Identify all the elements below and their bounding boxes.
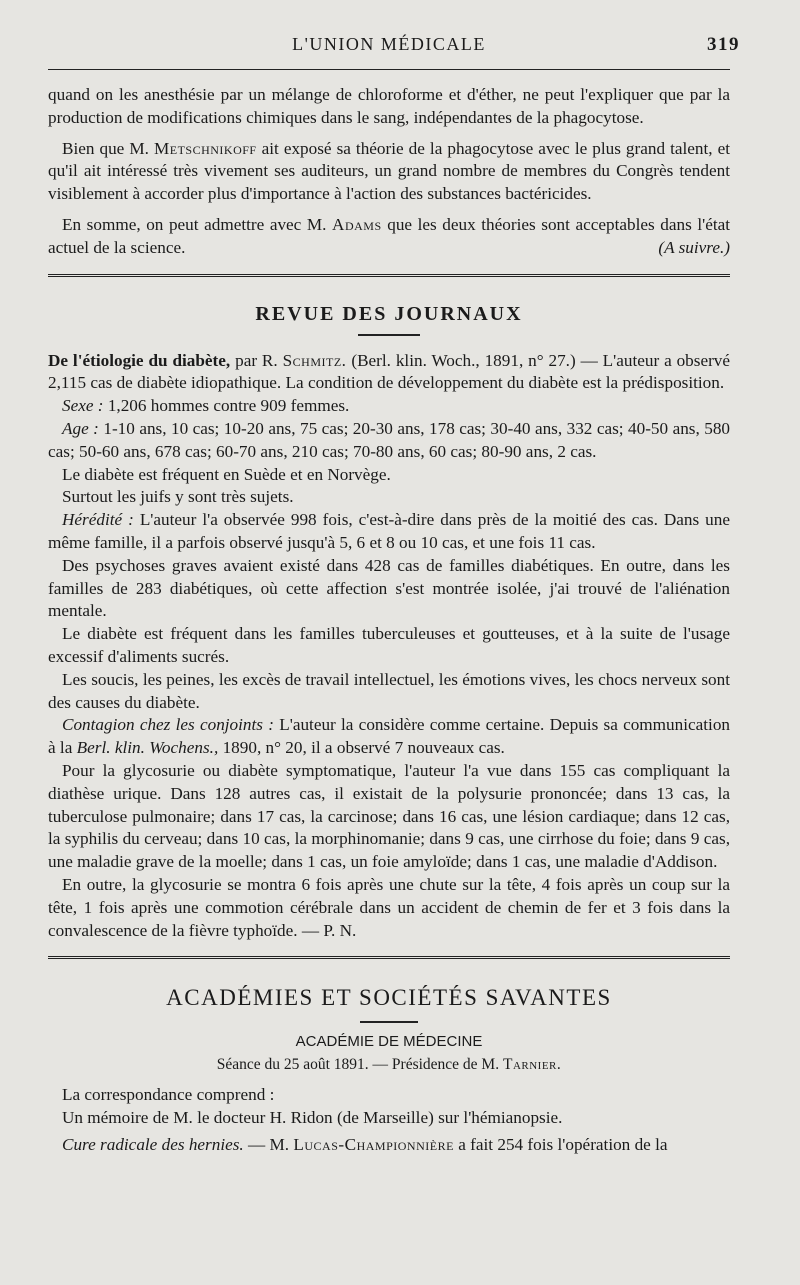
- outre-paragraph: En outre, la glycosurie se montra 6 fois après une chute sur la tête, 4 fois après un coup sur la tête, 1 fois après une commotion cérébrale dans un accident de chemin de fer et 3 fois dans la convalescence de la fièvre typhoïde. — P. N.: [48, 874, 730, 940]
- page-number: 319: [707, 34, 740, 55]
- psychoses-paragraph: Des psychoses graves avaient existé dans 428 cas de familles diabétiques. En outre, dans les familles de 283 diabétiques, où cette affection s'est montrée isolée, j'ai trouvé de l'aliénation mentale.: [48, 555, 730, 621]
- author-name: Adams: [332, 214, 382, 234]
- juifs-paragraph: Surtout les juifs y sont très sujets.: [62, 487, 294, 507]
- suede-paragraph: Le diabète est fréquent en Suède et en Norvège.: [62, 464, 391, 484]
- age-paragraph: Age : 1-10 ans, 10 cas; 10-20 ans, 75 cas; 20-30 ans, 178 cas; 30-40 ans, 332 cas; 40-50 ans, 580 cas; 50-60 ans, 678 cas; 60-70 ans, 210 cas; 70-80 ans, 60 cas; 80-90 ans, 2 cas.: [48, 418, 731, 461]
- contagion-paragraph: Contagion chez les conjoints : L'auteur la considère comme certaine. Depuis sa communication à la Berl. klin. Wochens., 1890, n° 20, il a observé 7 nouveaux cas.: [48, 715, 731, 758]
- intro-paragraph-1: quand on les anesthésie par un mélange de chloroforme et d'éther, ne peut l'expliquer que par la production de modifications chimiques dans le sang, indépendantes de la phagocytose.: [48, 85, 730, 127]
- cure-paragraph: Cure radicale des hernies. — M. Lucas-Championnière a fait 254 fois l'opération de la: [62, 1134, 668, 1154]
- subsection-title: ACADÉMIE DE MÉDECINE: [295, 1033, 483, 1051]
- title-underline: [360, 1021, 418, 1023]
- article-lead: De l'étiologie du diabète, par R. Schmitz. (Berl. klin. Woch., 1891, n° 27.) — L'auteur a observé 2,115 cas de diabète idiopathique. La condition de développement du diabète est la prédisposition.: [48, 350, 731, 393]
- title-underline: [358, 334, 420, 336]
- seance-line: Séance du 25 août 1891. — Présidence de M. Tarnier.: [216, 1056, 562, 1074]
- section-title: REVUE DES JOURNAUX: [255, 302, 523, 325]
- article-title: De l'étiologie du diabète,: [48, 350, 231, 370]
- section-divider: [48, 956, 730, 959]
- section-divider: [48, 274, 730, 277]
- author-name: Lucas-Championnière: [293, 1134, 454, 1154]
- heredite-paragraph: Hérédité : L'auteur l'a observée 998 fois, c'est-à-dire dans près de la moitié des cas. Dans une même famille, il a parfois observé jusqu'à 5, 6 et 8 ou 10 cas, et une fois 11 cas.: [48, 510, 730, 552]
- running-header: [48, 34, 740, 64]
- correspondance-line: La correspondance comprend :: [62, 1085, 275, 1105]
- soucis-paragraph: Les soucis, les peines, les excès de travail intellectuel, les émotions vives, les chocs nerveux sont des causes du diabète.: [48, 669, 730, 712]
- journal-title: L'UNION MÉDICALE: [292, 34, 486, 54]
- tuberculose-paragraph: Le diabète est fréquent dans les familles tuberculeuses et goutteuses, et à la suite de l'usage excessif d'aliments sucrés.: [48, 624, 730, 666]
- memoire-line: Un mémoire de M. le docteur H. Ridon (de Marseille) sur l'hémianopsie.: [62, 1108, 563, 1128]
- intro-paragraph-3: En somme, on peut admettre avec M. Adams que les deux théories sont acceptables dans l'état actuel de la science. (A suivre.): [48, 214, 730, 260]
- intro-paragraph-2: Bien que M. Metschnikoff ait exposé sa théorie de la phagocytose avec le plus grand talent, et qu'il ait intéressé très vivement ses auditeurs, un grand nombre de membres du Congrès tendent visiblement à accorder plus d'importance à l'action des substances bactéricides.: [48, 138, 731, 204]
- sexe-paragraph: Sexe : 1,206 hommes contre 909 femmes.: [62, 396, 350, 416]
- glycosurie-paragraph: Pour la glycosurie ou diabète symptomatique, l'auteur l'a vue dans 155 cas compliquant la diathèse urique. Dans 128 autres cas, il existait de la polysurie prononcée; dans 13 cas, la tuberculose pulmonaire; dans 17 cas, la carcinose; dans 16 cas, une lésion cardiaque; dans 12 cas, la syphilis du cerveau; dans 10 cas, la morphinomanie; dans 9 cas, une cirrhose du foie; dans 9 cas, une maladie grave de la moelle; dans 1 cas, un foie amyloïde; dans 1 cas, une maladie d'Addison.: [48, 760, 730, 872]
- header-rule: [48, 69, 730, 70]
- author-name: Schmitz.: [282, 350, 347, 370]
- president-name: Tarnier.: [502, 1056, 562, 1074]
- to-be-continued: (A suivre.): [658, 237, 730, 257]
- author-name: Metschnikoff: [153, 138, 257, 158]
- section-title: ACADÉMIES ET SOCIÉTÉS SAVANTES: [166, 985, 612, 1011]
